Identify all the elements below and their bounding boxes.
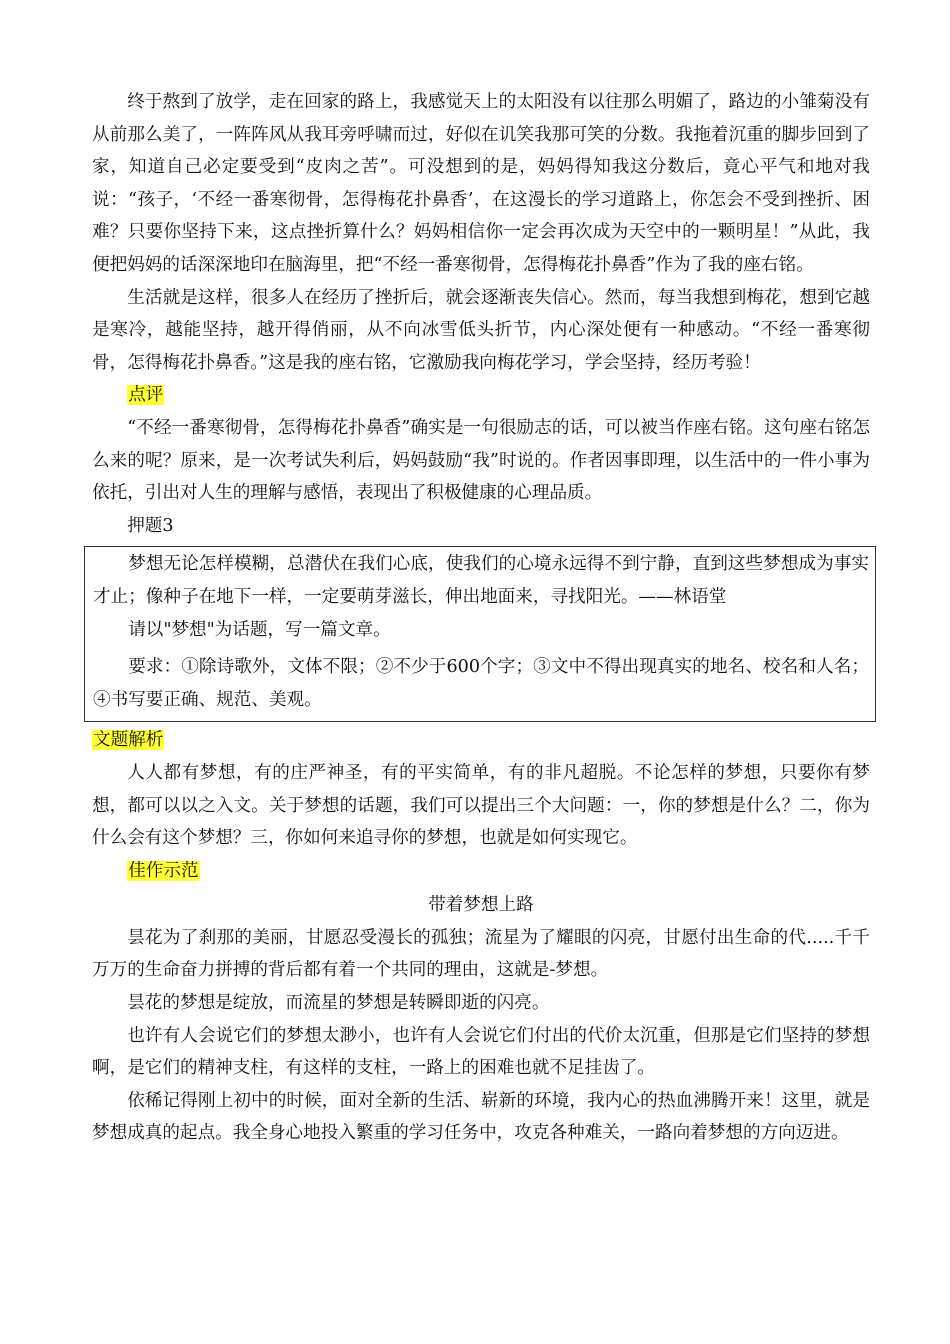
analysis-paragraph: 人人都有梦想，有的庄严神圣，有的平实简单，有的非凡超脱。不论怎样的梦想，只要你有梦想，都可以以之入文。关于梦想的话题，我们可以提出三个大问题：一，你的梦想是什么？二，你为什么会有这个梦想？三，你如何来追寻你的梦想，也就是如何实现它。 xyxy=(92,762,870,849)
prompt-box xyxy=(84,546,876,722)
prompt-quote: 梦想无论怎样模糊，总潜伏在我们心底，使我们的心境永远得不到宁静，直到这些梦想成为事实才止；像种子在地下一样，一定要萌芽滋长，伸出地面来，寻找阳光。——林语堂 xyxy=(93,554,869,608)
document-page xyxy=(92,86,870,1150)
sample-heading xyxy=(92,855,870,888)
essay-paragraph-3: 也许有人会说它们的梦想太渺小，也许有人会说它们付出的代价太沉重，但那是它们坚持的梦想啊，是它们的精神支柱，有这样的支柱，一路上的困难也就不足挂齿了。 xyxy=(92,1025,870,1079)
prompt-requirements: 要求：①除诗歌外，文体不限；②不少于600个字；③文中不得出现真实的地名、校名和人名；④书写要正确、规范、美观。 xyxy=(93,657,869,711)
sample-label: 佳作示范 xyxy=(128,860,199,881)
essay-paragraph-1: 昙花为了刹那的美丽，甘愿忍受漫长的孤独；流星为了耀眼的闪亮，甘愿付出生命的代.....千千万万的生命奋力拼搏的背后都有着一个共同的理由，这就是-梦想。 xyxy=(92,927,870,981)
prompt-label: 押题3 xyxy=(127,515,174,536)
essay-title: 带着梦想上路 xyxy=(428,895,534,916)
prompt-instruction: 请以"梦想"为话题，写一篇文章。 xyxy=(128,620,391,641)
story-paragraph-2: 生活就是这样，很多人在经历了挫折后，就会逐渐丧失信心。然而，每当我想到梅花，想到它越是寒冷，越能坚持，越开得俏丽，从不向冰雪低头折节，内心深处便有一种感动。“不经一番寒彻骨，怎得梅花扑鼻香。”这是我的座右铭，它激励我向梅花学习，学会坚持，经历考验！ xyxy=(92,287,870,373)
analysis-heading xyxy=(92,724,870,757)
story-paragraph-1: 终于熬到了放学，走在回家的路上，我感觉天上的太阳没有以往那么明媚了，路边的小雏菊没有从前那么美了，一阵阵风从我耳旁呼啸而过，好似在讥笑我那可笑的分数。我拖着沉重的脚步回到了家，知道自己必定要受到“皮肉之苦”。可没想到的是，妈妈得知我这分数后，竟心平气和地对我说：“孩子，‘不经一番寒彻骨，怎得梅花扑鼻香’，在这漫长的学习道路上，你怎会不受到挫折、困难？只要你坚持下来，这点挫折算什么？妈妈相信你一定会再次成为天空中的一颗明星！”从此，我便把妈妈的话深深地印在脑海里，把“不经一番寒彻骨，怎得梅花扑鼻香”作为了我的座右铭。 xyxy=(92,92,870,275)
comment-heading xyxy=(92,379,870,412)
comment-paragraph: “不经一番寒彻骨，怎得梅花扑鼻香”确实是一句很励志的话，可以被当作座右铭。这句座右铭怎么来的呢？原来，是一次考试失利后，妈妈鼓励“我”时说的。作者因事即理，以生活中的一件小事为依托，引出对人生的理解与感悟，表现出了积极健康的心理品质。 xyxy=(92,417,870,504)
essay-paragraph-4: 依稀记得刚上初中的时候，面对全新的生活、崭新的环境，我内心的热血沸腾开来！这里，就是梦想成真的起点。我全身心地投入繁重的学习任务中，攻克各种难关，一路向着梦想的方向迈进。 xyxy=(92,1090,870,1144)
analysis-label: 文题解析 xyxy=(93,730,164,751)
essay-paragraph-2: 昙花的梦想是绽放，而流星的梦想是转瞬即逝的闪亮。 xyxy=(127,993,550,1014)
comment-label: 点评 xyxy=(128,385,164,406)
